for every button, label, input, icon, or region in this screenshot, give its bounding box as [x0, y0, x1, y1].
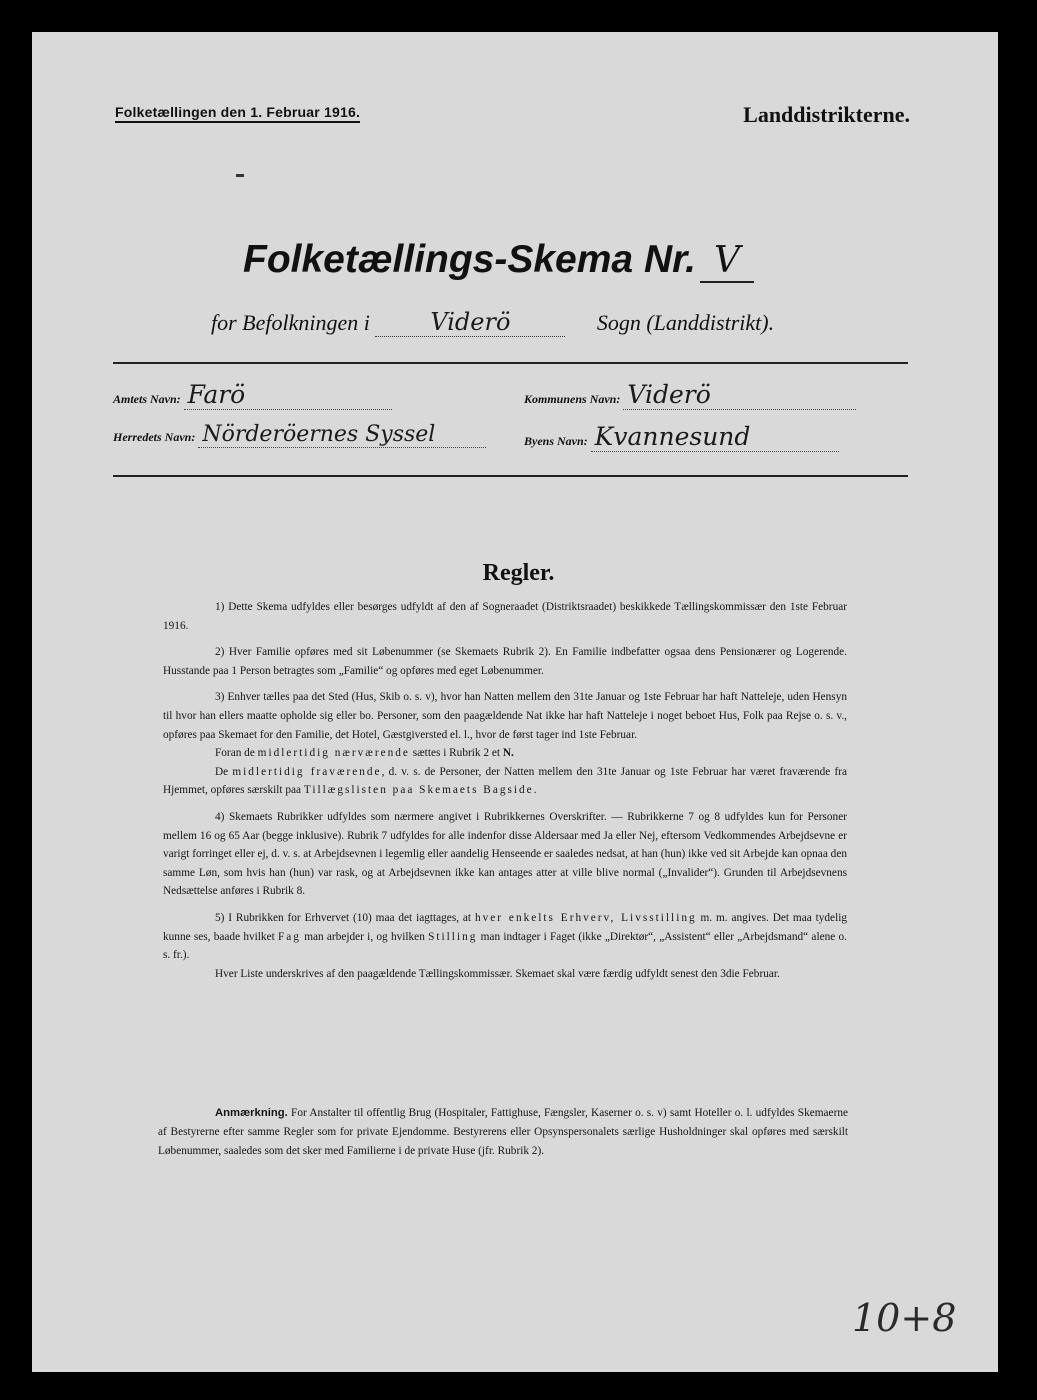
rule-3-absent-spaced: midlertidig fraværende — [232, 765, 382, 778]
amt-value: Farö — [184, 380, 392, 410]
rule-3-present-b: sættes i Rubrik 2 et — [409, 747, 503, 760]
district-type-header: Landdistrikterne. — [743, 102, 910, 127]
rule-5-b: m. m. angives. Det maa tydelig kunne ses, baade hvilket — [163, 911, 847, 943]
rules-heading: Regler. — [482, 560, 555, 586]
rule-3-absent-spaced2: Tillægslisten paa Skemaets Bagside — [303, 784, 534, 797]
amt-field — [113, 380, 392, 410]
form-title-text: Folketællings-Skema Nr. — [243, 238, 696, 281]
parish-name: Viderö — [375, 308, 565, 337]
form-title — [243, 238, 754, 283]
rule-3-absent-a: De — [215, 765, 233, 778]
rule-5 — [163, 909, 847, 965]
rule-3-absent-b: , d. v. s. de Personer, der Natten mellem den 31te Januar og 1ste Februar har været fraværende fra Hjemmet, opføres særskilt paa — [163, 765, 847, 797]
herred-field — [113, 422, 486, 448]
rule-2: 2) Hver Familie opføres med sit Løbenummer (se Skemaets Rubrik 2). En Familie indbefatter ogsaa dens Pensionærer og Logerende. Husstande paa 1 Person betragtes som „Familie“ og opføres med eget Løbenummer. — [163, 646, 847, 677]
rule-5-stilling: Stilling — [428, 930, 478, 943]
top-divider — [113, 362, 908, 364]
rule-3-absent-c: . — [533, 784, 537, 797]
subtitle-suffix: Sogn (Landdistrikt). — [596, 310, 775, 335]
rule-4: 4) Skemaets Rubrikker udfyldes som nærmere angivet i Rubrikkernes Overskrifter. — Rubrikkerne 7 og 8 udfyldes kun for Personer mellem 16 og 65 Aar (begge inklusive). Rubrik 7 udfyldes for alle indenfor disse Aldersaar med Ja eller Nej, eftersom Vedkommendes Arbejdsevne er varigt forringet eller ej, d. v. s. at Arbejdsevnen i legemlig eller aandelig Henseende er saaledes nedsat, at han (hun) ikke ved sit Arbejde kan opnaa den samme Løn, som hvis han (hun) var rask, og at Arbejdsevnen ikke kan antages atter at ville blive normal („Invalider“). Grunden til Arbejdsevnens Nedsættelse anføres i Rubrik 8. — [163, 810, 847, 898]
remark-label: Anmærkning. — [215, 1107, 288, 1119]
kommune-label: Kommunens Navn: — [524, 392, 621, 406]
remark-note — [158, 1104, 848, 1160]
kommune-value: Viderö — [623, 380, 856, 410]
rule-1: 1) Dette Skema udfyldes eller besørges udfyldt af den af Sogneraadet (Distriktsraadet) beskikkede Tællingskommissær den 1ste Februar 1916. — [163, 601, 847, 632]
census-date-header: Folketællingen den 1. Februar 1916. — [115, 104, 360, 123]
rule-3: 3) Enhver tælles paa det Sted (Hus, Skib o. s. v), hvor han Natten mellem den 31te Januar og 1ste Februar har haft Natteleje, uden Hensyn til hvor han ellers maatte opholde sig eller bo. Personer, som den paagældende Nat ikke har haft Natteleje i noget beboet Hus, Folk paa Rejse o. s. v., opføres paa Skemaet for den Familie, det Hotel, Gæstgiversted el. l., hvor de først tager ind 1ste Februar. — [163, 691, 847, 741]
rule-5-fag: Fag — [278, 930, 301, 943]
subtitle-prefix: for Befolkningen i — [211, 310, 370, 335]
rule-3-present-a: Foran de — [215, 747, 258, 760]
kommune-field — [524, 380, 856, 410]
rule-6: Hver Liste underskrives af den paagældende Tællingskommissær. Skemaet skal være færdig udfyldt senest den 3die Februar. — [215, 967, 780, 980]
bottom-divider — [113, 475, 908, 477]
rule-5-spaced: hver enkelts Erhverv, Livsstilling — [474, 911, 697, 924]
rule-3-present-n: N. — [502, 747, 514, 760]
by-field — [524, 422, 839, 452]
ink-mark — [236, 174, 244, 177]
rules-text — [163, 598, 847, 991]
herred-label: Herredets Navn: — [113, 430, 196, 444]
by-value: Kvannesund — [591, 422, 839, 452]
rule-5-d: man indtager i Faget (ikke „Direktør“, „Assistent“ eller „Arbejdsmand“ alene o. s. fr.). — [163, 930, 847, 962]
amt-label: Amtets Navn: — [113, 392, 181, 406]
form-number: V — [700, 240, 754, 283]
rule-5-c: man arbejder i, og hvilken — [300, 930, 429, 943]
rule-3-present — [163, 744, 847, 763]
pencil-annotation: 10+8 — [852, 1296, 957, 1340]
herred-value: Nörderöernes Syssel — [198, 422, 486, 448]
rule-3-present-spaced: midlertidig nærværende — [257, 747, 410, 760]
remark-text: For Anstalter til offentlig Brug (Hospitaler, Fattighuse, Fængsler, Kaserner o. s. v) samt Hoteller o. l. udfyldes Skemaerne af Bestyrerne efter samme Regler som for private Ejendomme. Bestyrerens eller Opsynspersonalets særlige Husholdninger skal opføres med særskilt Løbenummer, saaledes som det sker med Familierne i de private Huse (jfr. Rubrik 2). — [158, 1107, 848, 1157]
by-label: Byens Navn: — [524, 434, 588, 448]
rule-5-a: 5) I Rubrikken for Erhvervet (10) maa det iagttages, at — [215, 911, 475, 924]
rule-3-absent — [163, 763, 847, 800]
form-subtitle — [211, 308, 774, 337]
remark-paragraph — [158, 1104, 848, 1160]
